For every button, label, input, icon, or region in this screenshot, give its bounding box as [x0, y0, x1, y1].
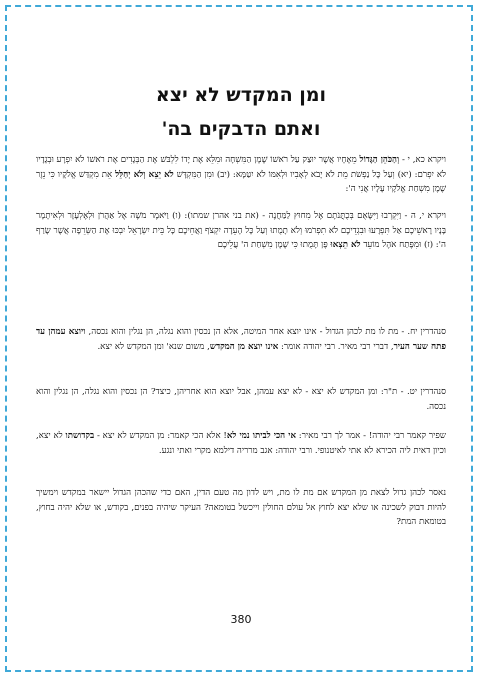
discussion-paragraph: [36, 486, 446, 530]
page-title: ומן המקדש לא יצא: [155, 84, 327, 106]
text-segment: נאסר לכהן גדול לצאת מן המקדש אם מת לו מת, ויש לדון מה טעם הדין, האם כדי שהכהן הגדול יישאר במקדש וימשיך להיות דבוק לשכינה או שלא יצא לחוץ אל עולם החולין וייכשל בטומאה? העיקר שיהיה בפנים, בקודש, או שלא יהיה בחוץ, בטומאת המת?: [36, 488, 446, 528]
text-segment: , משום שנא' ומן המקדש לא יצא.: [97, 341, 210, 352]
bold-text-segment: אי הכי לביתו נמי לא: [226, 431, 296, 441]
source-paragraph-sanhedrin-18: [36, 325, 446, 354]
text-segment: סנהדרין יח. - מת לו מת לכהן הגדול - אינו יוצא אחר המיטה, אלא הן נכסין והוא נגלה, הן נגלין והוא נכסה,: [85, 327, 446, 337]
page-number: 380: [230, 613, 252, 626]
text-segment: ! אלא הכי קאמר: מן המקדש לא יצא -: [94, 431, 227, 441]
source-paragraph-vayikra-10: [36, 209, 446, 253]
text-segment: ויקרא כא, י -: [399, 155, 446, 165]
bold-text-segment: לֹא יֵצֵא וְלֹא יְחַלֵּל: [115, 169, 174, 180]
text-segment: סנהדרין יט. - ת"ר: ומן המקדש לא יצא - לא יצא עמהן, אבל יוצא הוא אחריהן, כיצד? הן נכסין והוא נגלה, הן נגלין והוא נכסה.: [36, 387, 446, 412]
page-subtitle: ואתם הדבקים בה': [161, 118, 321, 140]
text-segment: ויקרא י, ה - וַיִּקְרְבוּ וַיִּשָּׂאֻם בְּכֻתֳּנֹתָם אֶל מִחוּץ לַמַּחֲנֶה - (את בני אהרן שמתו): (ו) וַיֹּאמֶר מֹשֶׁה אֶל אַהֲרֹן וּלְאֶלְעָזָר וּלְאִיתָמָר בָּנָיו רָאשֵׁיכֶם אַל תִּפְרָעוּ וּבִגְדֵיכֶם לֹא תִפְרֹמוּ וְלֹא תָמֻתוּ וְעַל כָּל הָעֵדָה יִקְצֹף וַאֲחֵיכֶם כָּל בֵּית יִשְׂרָאֵל יִבְכּוּ אֶת הַשְּׂרֵפָה אֲשֶׁר שָׂרַף ה': (ז) וּמִפֶּתַח אֹהֶל מוֹעֵד: [36, 211, 446, 251]
text-segment: פֶּן תָּמֻתוּ כִּי שֶׁמֶן מִשְׁחַת ה' עֲלֵיכֶם: [217, 240, 331, 251]
document-page: [36, 0, 446, 679]
bold-text-segment: לֹא תֵצְאוּ: [330, 240, 361, 251]
source-paragraph-gemara-discussion: [36, 429, 446, 458]
text-segment: אֵת מִקְדַּשׁ אֱלֹקָיו כִּי נֵזֶר שֶׁמֶן מִשְׁחַת אֱלֹקָיו עָלָיו אֲנִי ה':: [36, 169, 446, 195]
bold-text-segment: וְהַכֹּהֵן הַגָּדוֹל: [359, 155, 400, 165]
text-segment: לא יצא, וכיון דאית ליה הכירא לא אתי לאיטנופי. ורבי יהודה: אגב מרריה דילמא מקרי ואתי ונגע.: [36, 431, 446, 456]
text-segment: שפיר קאמר רבי יהודה! - אמר לך רבי מאיר:: [295, 431, 446, 441]
bold-text-segment: ויוצא עמהן עד פתח שער העיר: [36, 327, 446, 352]
source-paragraph-vayikra-21: [36, 153, 446, 197]
text-segment: מֵאֶחָיו אֲשֶׁר יוּצַק עַל רֹאשׁוֹ שֶׁמֶן הַמִּשְׁחָה וּמִלֵּא אֶת יָדוֹ לִלְבֹּשׁ אֶת הַבְּגָדִים אֶת רֹאשׁוֹ לֹא יִפְרָע וּבְגָדָיו לֹא יִפְרֹם: (יא) וְעַל כָּל נַפְשֹׁת מֵת לֹא יָבֹא לְאָבִיו וּלְאִמּוֹ לֹא יִטַּמָּא: (יב) וּמִן הַמִּקְדָּשׁ: [36, 155, 447, 180]
bold-text-segment: אינו יוצא מן המקדש: [209, 341, 279, 352]
source-paragraph-sanhedrin-19: [36, 385, 446, 414]
text-segment: , דברי רבי מאיר. רבי יהודה אומר:: [278, 341, 394, 352]
bold-text-segment: בקדושתו: [65, 431, 95, 441]
